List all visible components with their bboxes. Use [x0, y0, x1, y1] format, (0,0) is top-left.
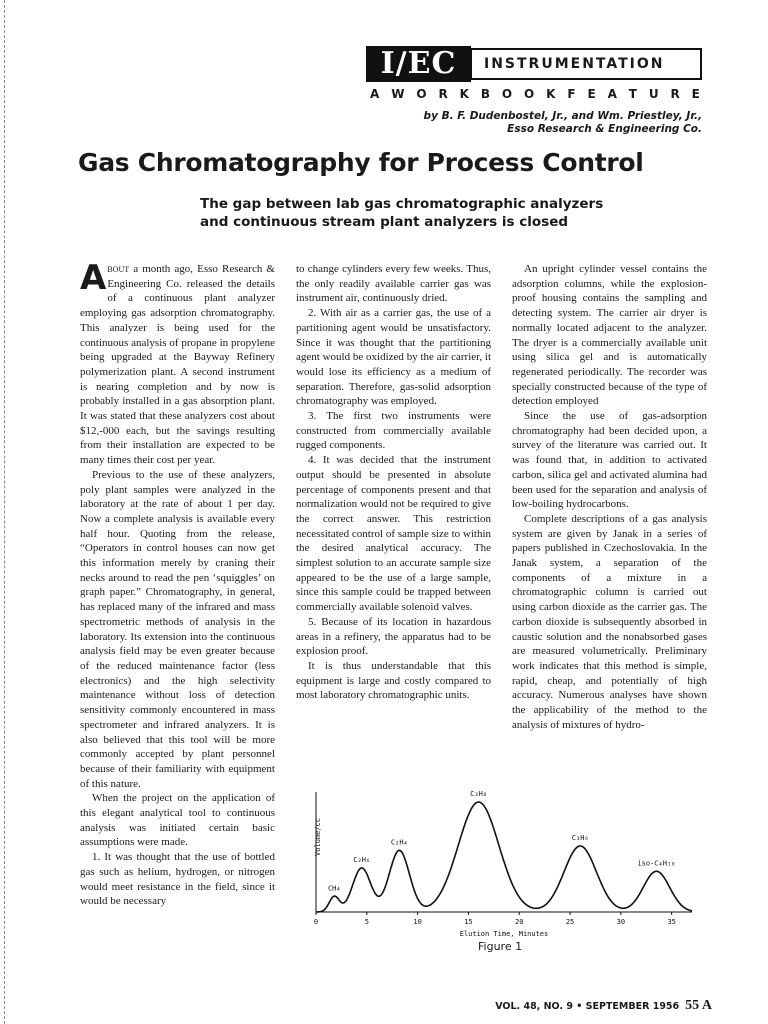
- kicker-letter: F: [567, 87, 576, 101]
- paragraph: 2. With air as a carrier gas, the use of a partitioning agent would be unsatisfactory. Since it was thought that the partitioning agent would be oxidized by the air carrier, it would lose its efficiency as a medium of separation. Therefore, gas-solid adsorption chromatography was employed.: [296, 307, 491, 408]
- byline: [424, 110, 702, 136]
- paragraph: An upright cylinder vessel contains the adsorption columns, while the explosion-proof housing contains the sampling and detecting system. The carrier air dryer is normally located adjacent to the analyzer. The dryer is a commercially available unit using silica gel and is automatically regenerated periodically. The recorder was specially constructed because of the type of detection employed: [512, 263, 707, 408]
- kicker-letter: W: [391, 87, 405, 101]
- figure-caption: Figure 1: [478, 940, 523, 953]
- paragraph: [80, 258, 275, 468]
- kicker-letter: R: [670, 87, 680, 101]
- kicker-letter: U: [648, 87, 659, 101]
- x-tick-label: 15: [464, 918, 473, 926]
- peak-label: C₃H₈: [470, 790, 488, 798]
- kicker-letter: E: [691, 87, 700, 101]
- paragraph: When the project on the application of this elegant analytical tool to continuous analysis was initiated certain basic assumptions were made.: [80, 792, 275, 849]
- kicker-letter: O: [501, 87, 513, 101]
- kicker-letter: K: [459, 87, 469, 101]
- kicker-letter: O: [416, 87, 427, 101]
- x-tick-label: 10: [413, 918, 422, 926]
- kicker-letter: A: [607, 87, 617, 101]
- y-axis-label: Volume/cc: [314, 818, 322, 856]
- drop-cap: A: [80, 258, 107, 298]
- article-subtitle: [200, 195, 603, 231]
- section-banner: [470, 48, 702, 80]
- byline-authors: by B. F. Dudenbostel, Jr., and Wm. Priestley, Jr.,: [423, 110, 702, 122]
- kicker-letter: B: [480, 87, 490, 101]
- feature-kicker: [370, 87, 700, 101]
- paragraph: Since the use of gas-adsorption chromatography had been decided upon, a survey of the literature was carried out. It was found that, in addition to activated carbon, silica gel and activated alumina had been used for the separation and analysis of low-boiling hydrocarbons.: [512, 410, 707, 511]
- x-tick-label: 25: [565, 918, 575, 926]
- paragraph: 5. Because of its location in hazardous areas in a refinery, the apparatus had to be explosion proof.: [296, 615, 491, 658]
- x-tick-label: 5: [364, 918, 369, 926]
- text-column-2: [296, 262, 491, 703]
- paragraph: It is thus understandable that this equipment is large and costly compared to most laboratory chromatographic units.: [296, 659, 491, 702]
- peak-label: CH₄: [327, 884, 341, 893]
- kicker-letter: R: [438, 87, 448, 101]
- paragraph: 3. The first two instruments were constructed from commercially available rugged components.: [296, 410, 491, 452]
- page-number: 55 A: [685, 998, 712, 1013]
- paragraph: Previous to the use of these analyzers, poly plant samples were analyzed in the laboratory at the rate of about 1 per day. Now a complete analysis is available every half hour. Quoting from the release, “Operators in control houses can now get this information merely by craning their necks around to read the pen ‘squiggles’ on graph paper.” Chromatography, in general, has replaced many of the infrared and mass spectrometric methods of analysis in the laboratory. Its extension into the continuous analysis field may be even greater because of the reduced maintenance factor (less electronics) and the high selectivity maintenance without loss of detection sensitivity commonly encountered in mass spectrometer and infrared analyzers. It is also believed that this tool will be more commonly accepted by plant personnel because of their familiarity with equipment of this nature.: [80, 468, 275, 790]
- x-tick-label: 35: [667, 918, 676, 926]
- subtitle-line-2: and continuous stream plant analyzers is closed: [200, 214, 569, 230]
- peak-label: C₂H₆: [353, 856, 371, 864]
- byline-affiliation: Esso Research & Engineering Co.: [507, 123, 702, 135]
- x-axis-label: Elution Time, Minutes: [459, 930, 549, 938]
- paragraph: to change cylinders every few weeks. Thus, the only readily available carrier gas was instrument air, continuously dried.: [296, 263, 491, 305]
- peak-label: C₃H₆: [571, 834, 589, 842]
- article-title: Gas Chromatography for Process Control: [78, 148, 644, 177]
- paragraph-text: a month ago, Esso Research & Engineering Co. released the details of a continuous plant analyzer employing gas adsorption chromatography. This analyzer is being used for the continuous analysis of propane in propylene being upgraded at the Bayway Refinery polymerization plant. A second instrument is nearing completion and by now is probably installed in a gas absorption plant. It was stated that these analyzers cost about $12,-000 each, but the savings resulting from their installation are expected to be many times their cost per year.: [80, 263, 275, 467]
- paragraph: 1. It was thought that the use of bottled gas such as helium, hydrogen, or nitrogen would meet resistance in the field, since it would be necessary: [80, 851, 275, 908]
- kicker-letter: T: [628, 87, 637, 101]
- subtitle-line-1: The gap between lab gas chromatographic analyzers: [200, 196, 604, 212]
- paragraph: 4. It was decided that the instrument output should be presented in absolute percentage of components present and that normalization would not be required to give the correct answer. This restriction necessitated control of sample size to within the desired analytical accuracy. The simplest solution to an accurate sample size appeared to be the use of a large sample, since this sample could be trapped between commercially available solenoid valves.: [296, 454, 491, 614]
- kicker-letter: K: [546, 87, 556, 101]
- paragraph: Complete descriptions of a gas analysis system are given by Janak in a series of papers published in Czechoslovakia. In the Janak system, a separation of the components of a mixture in a chromatographic column is carried out using carbon dioxide as the carrier gas. The carbon dioxide is subsequently absorbed in caustic solution and the nonabsorbed gases are measured volumetrically. Preliminary work indicates that this method is simple, rapid, cheap, and potentially of high accuracy. Numerous analyses have shown the applicability of the method to the analysis of mixtures of hydro-: [512, 512, 707, 731]
- peak-label: C₂H₄: [390, 838, 408, 847]
- page-edge-rule: [4, 0, 7, 1024]
- page-footer: [495, 998, 712, 1014]
- x-tick-label: 20: [515, 918, 524, 926]
- text-column-3: [512, 262, 707, 733]
- x-tick-label: 30: [616, 918, 626, 926]
- kicker-letter: A: [370, 87, 380, 101]
- x-tick-label: 0: [313, 918, 319, 926]
- text-column-1: [80, 258, 275, 909]
- peak-label: iso-C₄H₁₀: [637, 859, 676, 868]
- kicker-letter: E: [587, 87, 596, 101]
- journal-logo: I/EC: [366, 46, 471, 82]
- section-label: INSTRUMENTATION: [484, 56, 665, 72]
- kicker-letter: O: [524, 87, 535, 101]
- lead-smallcaps: bout: [107, 263, 130, 275]
- issue-info: VOL. 48, NO. 9 • SEPTEMBER 1956: [495, 1001, 680, 1012]
- chromatogram-trace: [316, 802, 692, 912]
- chromatogram-plot: [302, 778, 708, 938]
